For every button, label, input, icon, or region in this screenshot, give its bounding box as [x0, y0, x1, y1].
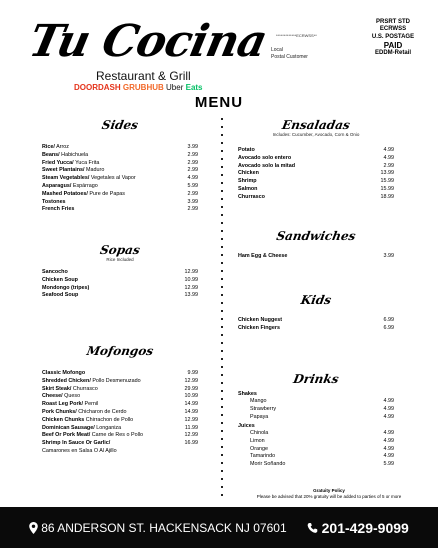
- menu-item: [42, 152, 198, 160]
- menu-item-price: 2.99: [187, 206, 198, 213]
- juices-label: Juices: [238, 422, 255, 429]
- menu-item-name: Beans/ Habichuela: [42, 151, 89, 158]
- menu-item: [42, 448, 198, 456]
- menu-item-price: 12.99: [184, 416, 198, 423]
- menu-item-price: 2.99: [187, 151, 198, 158]
- menu-item-price: 4.99: [383, 437, 394, 444]
- menu-item: [42, 277, 198, 285]
- menu-item-name: Sweet Plantains/ Maduro: [42, 167, 105, 174]
- menu-item-name: Seafood Soup: [42, 292, 79, 299]
- sides-section: [42, 118, 198, 214]
- sandwiches-section: [238, 229, 394, 261]
- menu-item-price: 2.99: [187, 190, 198, 197]
- menu-item: [42, 393, 198, 401]
- sopas-list: [42, 269, 198, 300]
- menu-item: [42, 191, 198, 199]
- menu-item: [238, 438, 394, 446]
- menu-item-name: Chicken Fingers: [238, 324, 280, 331]
- menu-item-name: Skirt Steak/ Churrasco: [42, 385, 98, 392]
- mail-code: *************ECRWSS**: [276, 33, 317, 38]
- doordash-logo: DOORDASH: [74, 83, 121, 92]
- menu-item-price: 2.99: [187, 159, 198, 166]
- menu-item: [42, 285, 198, 293]
- section-title-ensaladas: Ensaladas: [280, 118, 352, 132]
- menu-item-name: Shrimp: [238, 178, 257, 185]
- menu-item-price: 5.99: [383, 461, 394, 468]
- menu-item: [238, 163, 394, 171]
- kids-section: [238, 293, 394, 333]
- menu-item-name: Churrasco: [238, 193, 265, 200]
- menu-item: [42, 183, 198, 191]
- sopas-note: Rice Included: [106, 257, 134, 262]
- menu-item-price: 4.99: [383, 445, 394, 452]
- menu-item-price: 2.99: [187, 167, 198, 174]
- menu-item-name: Tamarindo: [250, 453, 276, 460]
- menu-item-price: 13.99: [184, 292, 198, 299]
- menu-item-name: Mango: [250, 398, 267, 405]
- menu-item: [42, 401, 198, 409]
- menu-item: [42, 409, 198, 417]
- menu-item: [238, 178, 394, 186]
- sandwiches-list: [238, 253, 394, 261]
- menu-item-price: 13.99: [380, 170, 394, 177]
- juices-list: [238, 430, 394, 469]
- menu-item: [238, 461, 394, 469]
- shakes-label: Shakes: [238, 391, 257, 397]
- section-title-kids: Kids: [299, 293, 333, 307]
- menu-item-name: Salmon: [238, 185, 258, 192]
- menu-item-name: Avocado solo la mitad: [238, 162, 296, 169]
- menu-item-name: Cheese/ Queso: [42, 393, 81, 400]
- menu-item: [238, 186, 394, 194]
- menu-item-price: 4.99: [383, 413, 394, 420]
- section-title-sides: Sides: [100, 118, 140, 132]
- location-pin-icon: [29, 522, 38, 534]
- menu-item-price: 4.99: [383, 398, 394, 405]
- menu-item-name: Mondongo (tripes): [42, 284, 90, 291]
- menu-item-name: Pork Chunks/ Chicharon de Cerdo: [42, 408, 127, 415]
- menu-item-price: 3.99: [383, 253, 394, 259]
- section-title-drinks: Drinks: [292, 372, 340, 386]
- gratuity-policy: Gratuity Policy Please be advised that 20% gratuity will be added to parties of 5 or more: [256, 488, 402, 499]
- menu-item-price: 4.99: [383, 429, 394, 436]
- menu-item-price: 9.99: [187, 370, 198, 376]
- section-title-sopas: Sopas: [98, 243, 142, 257]
- menu-item-name: French Fries: [42, 206, 75, 213]
- menu-item-price: 15.99: [380, 178, 394, 185]
- menu-item: [42, 175, 198, 183]
- menu-item-name: Classic Mofongo: [42, 370, 86, 376]
- menu-title: MENU: [194, 94, 244, 111]
- sides-list: [42, 144, 198, 214]
- menu-item-name: Morir Soñando: [250, 461, 286, 468]
- restaurant-subtitle: Restaurant & Grill: [96, 69, 191, 83]
- phone-number[interactable]: 201-429-9099: [307, 520, 409, 536]
- delivery-partners: [74, 83, 203, 92]
- menu-item-name: Shrimp In Sauce Or Garlic/: [42, 440, 111, 447]
- sopas-section: [42, 243, 198, 300]
- menu-item-price: 12.99: [184, 269, 198, 275]
- menu-item-price: 12.99: [184, 284, 198, 291]
- menu-item-name: Ham Egg & Cheese: [238, 253, 288, 259]
- menu-item: [238, 430, 394, 438]
- menu-item-name: Mashed Potatoes/ Pure de Papas: [42, 190, 126, 197]
- menu-item-price: 4.99: [383, 147, 394, 153]
- menu-item: [238, 414, 394, 422]
- menu-item-name: Chinola: [250, 429, 269, 436]
- menu-item-name: Fried Yucca/ Yuca Frita: [42, 159, 100, 166]
- menu-item-price: 4.99: [383, 154, 394, 161]
- menu-item-price: 10.99: [184, 393, 198, 400]
- menu-item-name: Chicken Nuggest: [238, 317, 283, 323]
- menu-item-price: 4.99: [383, 453, 394, 460]
- phone-icon: [307, 522, 318, 534]
- menu-item-price: 10.99: [184, 276, 198, 283]
- menu-item-price: 16.99: [184, 440, 198, 447]
- menu-item-name: Shredded Chicken/ Pollo Desmenuzado: [42, 377, 141, 384]
- menu-item-name: Papaya: [250, 413, 269, 420]
- menu-item: [238, 325, 394, 333]
- menu-item-price: 18.99: [380, 193, 394, 200]
- menu-item: [42, 269, 198, 277]
- menu-item-name: Dominican Sausage/ Longaniza: [42, 424, 122, 431]
- menu-item: [42, 417, 198, 425]
- menu-item-price: 2.99: [383, 162, 394, 169]
- menu-item-name: Potato: [238, 147, 255, 153]
- menu-item: [42, 206, 198, 214]
- column-divider: [221, 118, 223, 498]
- menu-item-name: Tostones: [42, 198, 66, 205]
- menu-item: [238, 194, 394, 202]
- section-title-sandwiches: Sandwiches: [275, 229, 357, 243]
- menu-item-price: 11.99: [184, 424, 198, 431]
- mofongos-section: [42, 344, 198, 456]
- menu-item-name: Steam Vegetables/ Vegetales al Vapor: [42, 175, 136, 182]
- menu-item-price: 15.99: [380, 185, 394, 192]
- menu-item: [238, 147, 394, 155]
- menu-item: [238, 317, 394, 325]
- menu-item: [238, 253, 394, 261]
- menu-item-price: 4.99: [187, 175, 198, 182]
- mofongos-list: [42, 370, 198, 456]
- menu-item: [42, 440, 198, 448]
- menu-item: [42, 425, 198, 433]
- menu-item-name: Orange: [250, 445, 268, 452]
- ensaladas-list: [238, 147, 394, 202]
- ensaladas-note: Includes: Cucumber, Avocado, Corn & Onio: [272, 132, 360, 137]
- menu-item-price: 6.99: [383, 324, 394, 331]
- menu-item: [42, 432, 198, 440]
- menu-item: [238, 170, 394, 178]
- menu-item-price: 29.99: [184, 385, 198, 392]
- menu-item: [42, 292, 198, 300]
- menu-item-price: 6.99: [383, 317, 394, 323]
- menu-item-name: Camarones en Salsa O Al Ajillo: [42, 447, 117, 454]
- menu-item-price: 4.99: [383, 406, 394, 413]
- menu-item-name: Roast Leg Pork/ Pernil: [42, 401, 99, 408]
- menu-item-name: Limon: [250, 437, 265, 444]
- menu-item: [42, 167, 198, 175]
- menu-item: [238, 453, 394, 461]
- footer-bar: [0, 507, 438, 548]
- menu-item-name: Sancocho: [42, 269, 68, 275]
- grubhub-logo: GRUBHUB: [122, 83, 164, 92]
- shakes-list: [238, 398, 394, 421]
- menu-item-name: Beef Or Pork Meat/ Carne de Res o Pollo: [42, 432, 143, 439]
- menu-item: [42, 370, 198, 378]
- restaurant-logo: Tu Cocina: [24, 16, 271, 67]
- menu-item: [238, 406, 394, 414]
- menu-item-name: Asparagus/ Espárrago: [42, 182, 98, 189]
- menu-item-price: 3.99: [187, 198, 198, 205]
- menu-item: [238, 446, 394, 454]
- menu-item: [238, 155, 394, 163]
- menu-item-name: Strawberry: [250, 406, 277, 413]
- menu-item: [42, 144, 198, 152]
- menu-item-price: 14.99: [184, 401, 198, 408]
- mail-recipient: Local Postal Customer: [271, 47, 308, 60]
- kids-list: [238, 317, 394, 333]
- menu-item-name: Rice/ Arroz: [42, 144, 69, 150]
- menu-item-price: 12.99: [184, 377, 198, 384]
- menu-item-price: 5.99: [187, 182, 198, 189]
- menu-item-price: 12.99: [184, 432, 198, 439]
- postage-indicia: PRSRT STD ECRWSS U.S. POSTAGE PAID EDDM-Retail: [371, 19, 415, 57]
- menu-item-price: 14.99: [184, 408, 198, 415]
- menu-item-price: 3.99: [187, 144, 198, 150]
- menu-item-name: Avocado solo entero: [238, 154, 292, 161]
- menu-item-name: Chicken: [238, 170, 259, 177]
- section-title-mofongos: Mofongos: [85, 344, 155, 358]
- ubereats-logo: Uber Eats: [166, 83, 203, 92]
- menu-item: [42, 378, 198, 386]
- menu-item: [42, 199, 198, 207]
- menu-item: [42, 386, 198, 394]
- drinks-section: [238, 372, 394, 469]
- menu-item: [238, 398, 394, 406]
- ensaladas-section: [238, 118, 394, 202]
- menu-item-name: Chicken Chunks Chirrachon de Pollo: [42, 416, 134, 423]
- menu-item-name: Chicken Soup: [42, 276, 78, 283]
- menu-item: [42, 160, 198, 168]
- address: 86 ANDERSON ST. HACKENSACK NJ 07601: [29, 521, 286, 535]
